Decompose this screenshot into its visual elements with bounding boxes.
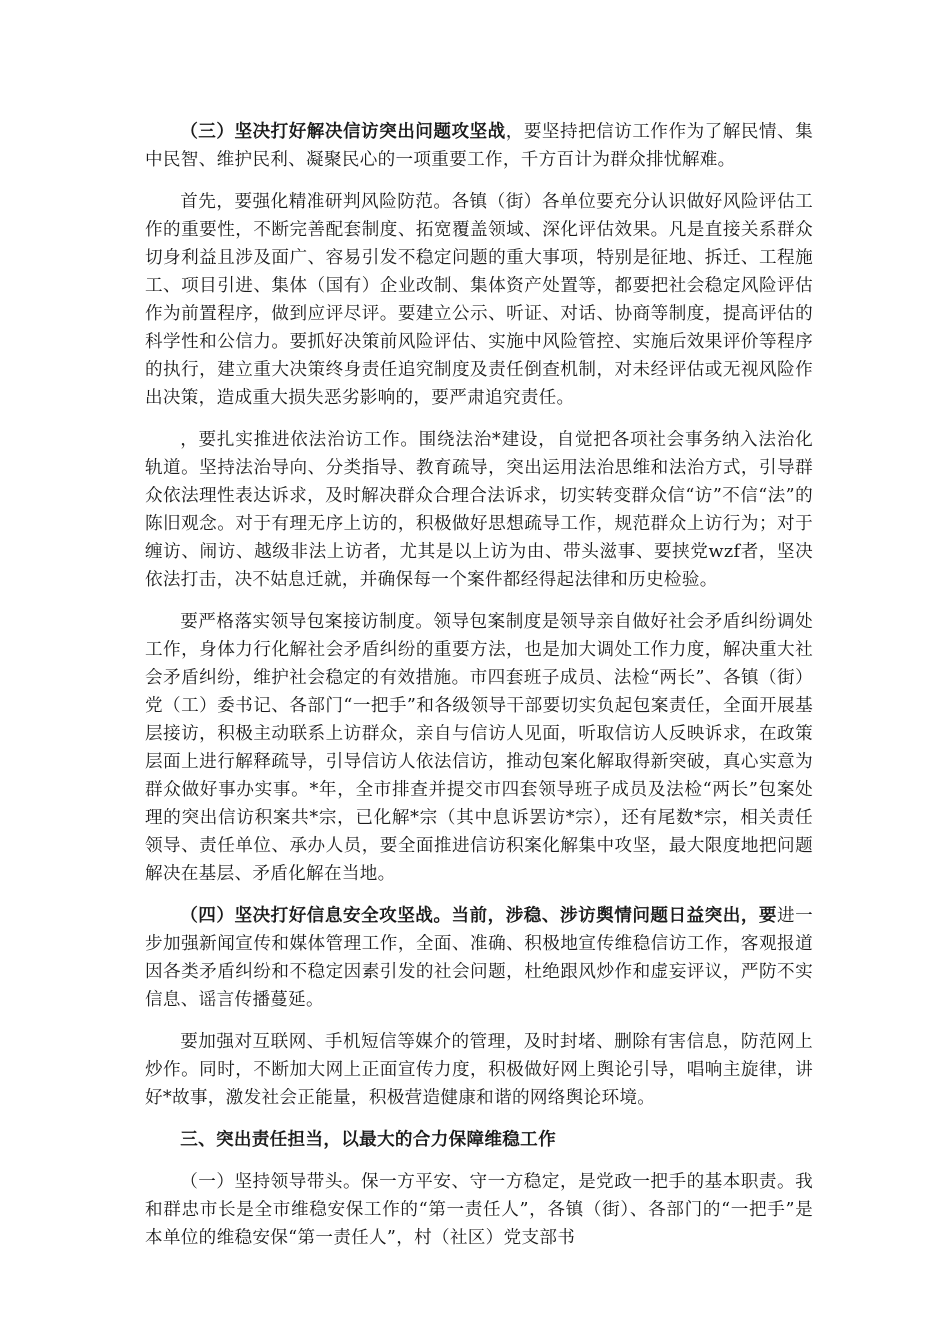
paragraph-lead-bold: （三）坚决打好解决信访突出问题攻坚战 (180, 121, 506, 142)
paragraph-body: ，要坚持把信访工作作为了解民情、集中民智、维护民利、凝聚民心的一项重要工作，千方百计为群众排忧解难。 (145, 122, 813, 170)
paragraph-risk-assessment: 首先，要强化精准研判风险防范。各镇（街）各单位要充分认识做好风险评估工作的重要性，不断完善配套制度、拓宽覆盖领域、深化评估效果。凡是直接关系群众切身利益且涉及面广、容易引发不稳定问题的重大事项，特别是征地、拆迁、工程施工、项目引进、集体（国有）企业改制、集体资产处置等，都要把社会稳定风险评估作为前置程序，做到应评尽评。要建立公示、听证、对话、协商等制度，提高评估的科学性和公信力。要抓好决策前风险评估、实施中风险管控、实施后效果评价等程序的执行，建立重大决策终身责任追究制度及责任倒查机制，对未经评估或无视风险作出决策，造成重大损失恶劣影响的，要严肃追究责任。 (145, 192, 813, 408)
paragraph-petition-campaign (145, 118, 813, 174)
paragraph-leader-case-system: 要严格落实领导包案接访制度。领导包案制度是领导亲自做好社会矛盾纠纷调处工作，身体力行化解社会矛盾纠纷的重要方法，也是加大调处工作力度，解决重大社会矛盾纠纷，维护社会稳定的有效措施。市四套班子成员、法检“两长”、各镇（街）党（工）委书记、各部门“一把手”和各级领导干部要切实负起包案责任，全面开展基层接访，积极主动联系上访群众，亲自与信访人见面，听取信访人反映诉求，在政策层面上进行解释疏导，引导信访人依法信访，推动包案化解取得新突破，真心实意为群众做好事办实事。*年，全市排查并提交市四套领导班子成员及法检“两长”包案处理的突出信访积案共*宗，已化解*宗（其中息诉罢访*宗），还有尾数*宗，相关责任领导、责任单位、承办人员，要全面推进信访积案化解集中攻坚，最大限度地把问题解决在基层、矛盾化解在当地。 (145, 612, 813, 884)
paragraph-body: 进一步加强新闻宣传和媒体管理工作，全面、准确、积极地宣传维稳信访工作，客观报道因各类矛盾纠纷和不稳定因素引发的社会问题，杜绝跟风炒作和虚妄评议，严防不实信息、谣言传播蔓延。 (145, 906, 813, 1010)
paragraph-rule-of-law: ，要扎实推进依法治访工作。围绕法治*建设，自觉把各项社会事务纳入法治化轨道。坚持法治导向、分类指导、教育疏导，突出运用法治思维和法治方式，引导群众依法理性表达诉求，及时解决群众合理合法诉求，切实转变群众信“访”不信“法”的陈旧观念。对于有理无序上访的，积极做好思想疏导工作，规范群众上访行为；对于缠访、闹访、越级非法上访者，尤其是以上访为由、带头滋事、要挟党wzf者，坚决依法打击，决不姑息迁就，并确保每一个案件都经得起法律和历史检验。 (145, 430, 813, 590)
paragraph-leadership: （一）坚持领导带头。保一方平安、守一方稳定，是党政一把手的基本职责。我和群忠市长是全市维稳安保工作的“第一责任人”，各镇（街）、各部门的“一把手”是本单位的维稳安保“第一责任人”，村（社区）党支部书 (145, 1172, 813, 1248)
document-page (145, 118, 813, 1252)
paragraph-info-security (145, 902, 813, 1014)
paragraph-internet-management: 要加强对互联网、手机短信等媒介的管理，及时封堵、删除有害信息，防范网上炒作。同时，不断加大网上正面宣传力度，积极做好网上舆论引导，唱响主旋律，讲好*故事，激发社会正能量，积极营造健康和谐的网络舆论环境。 (145, 1032, 813, 1108)
paragraph-lead-bold: （四）坚决打好信息安全攻坚战。当前，涉稳、涉访舆情问题日益突出，要 (180, 905, 778, 926)
section-heading: 三、突出责任担当，以最大的合力保障维稳工作 (180, 1129, 556, 1150)
